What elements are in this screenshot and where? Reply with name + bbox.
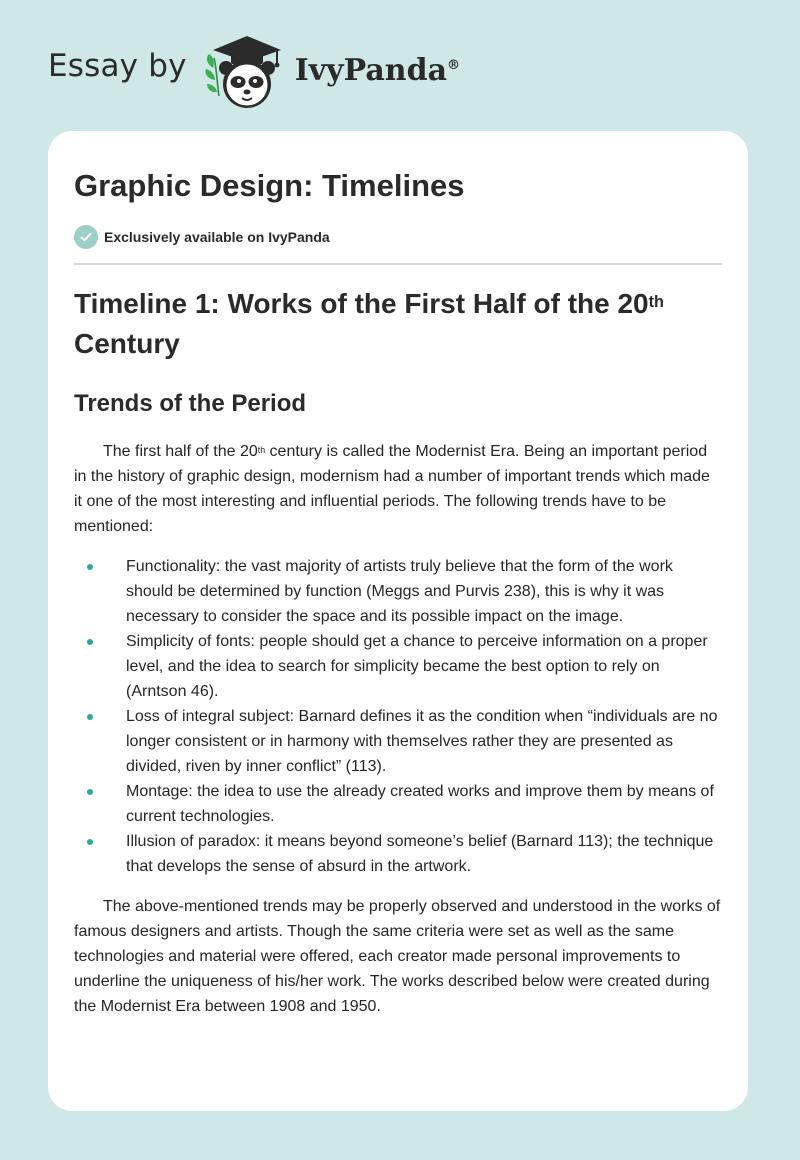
brand-name: IvyPanda® xyxy=(294,52,461,88)
list-item: Montage: the idea to use the already created works and improve them by means of current technologies. xyxy=(74,779,722,829)
registered-mark: ® xyxy=(447,57,461,73)
subheading: Trends of the Period xyxy=(74,390,307,417)
brand-prefix: Essay by xyxy=(48,48,187,84)
title-divider xyxy=(74,263,722,265)
list-item: Functionality: the vast majority of artists truly believe that the form of the work should be determined by function (Meggs and Purvis 238), this is why it was necessary to consider the space and its possible impact on the image. xyxy=(74,554,722,629)
list-item: Illusion of paradox: it means beyond someone’s belief (Barnard 113); the technique that develops the sense of absurd in the artwork. xyxy=(74,829,722,879)
panda-graduate-logo-icon xyxy=(201,34,293,110)
trends-list xyxy=(74,554,722,879)
intro-paragraph: The first half of the 20th century is called the Modernist Era. Being an important period in the history of graphic design, modernism had a number of important trends which made it one of the most interesting and influential periods. The following trends have to be mentioned: xyxy=(74,443,710,535)
list-item: Loss of integral subject: Barnard defines it as the condition when “individuals are no longer consistent or in harmony with themselves rather they are presented as divided, riven by inner conflict” (113). xyxy=(74,704,722,779)
check-circle-icon xyxy=(74,225,98,249)
brand-header xyxy=(48,34,460,110)
section-heading-text: Timeline 1: Works of the First Half of the 20 xyxy=(74,288,649,319)
bullet-icon xyxy=(87,789,93,795)
section-heading-sup: th xyxy=(648,293,664,312)
bullet-icon xyxy=(87,714,93,720)
exclusive-badge xyxy=(74,225,722,249)
closing-paragraph: The above-mentioned trends may be properly observed and understood in the works of famous designers and artists. Though the same criteria were set as well as the same technologies and material were offered, each creator made personal improvements to underline the uniqueness of his/her work. The works described below were created during the Modernist Era between 1908 and 1950. xyxy=(74,898,721,1015)
bullet-icon xyxy=(87,639,93,645)
section-heading-text-2: Century xyxy=(74,328,180,359)
exclusive-text: Exclusively available on IvyPanda xyxy=(104,229,330,245)
bullet-icon xyxy=(87,839,93,845)
intro-sup: th xyxy=(257,444,266,455)
list-item: Simplicity of fonts: people should get a chance to perceive information on a proper level, and the idea to search for simplicity became the best option to rely on (Arntson 46). xyxy=(74,629,722,704)
section-heading xyxy=(74,284,722,364)
essay-card xyxy=(48,131,748,1111)
bullet-icon xyxy=(87,564,93,570)
essay-title: Graphic Design: Timelines xyxy=(74,168,465,203)
